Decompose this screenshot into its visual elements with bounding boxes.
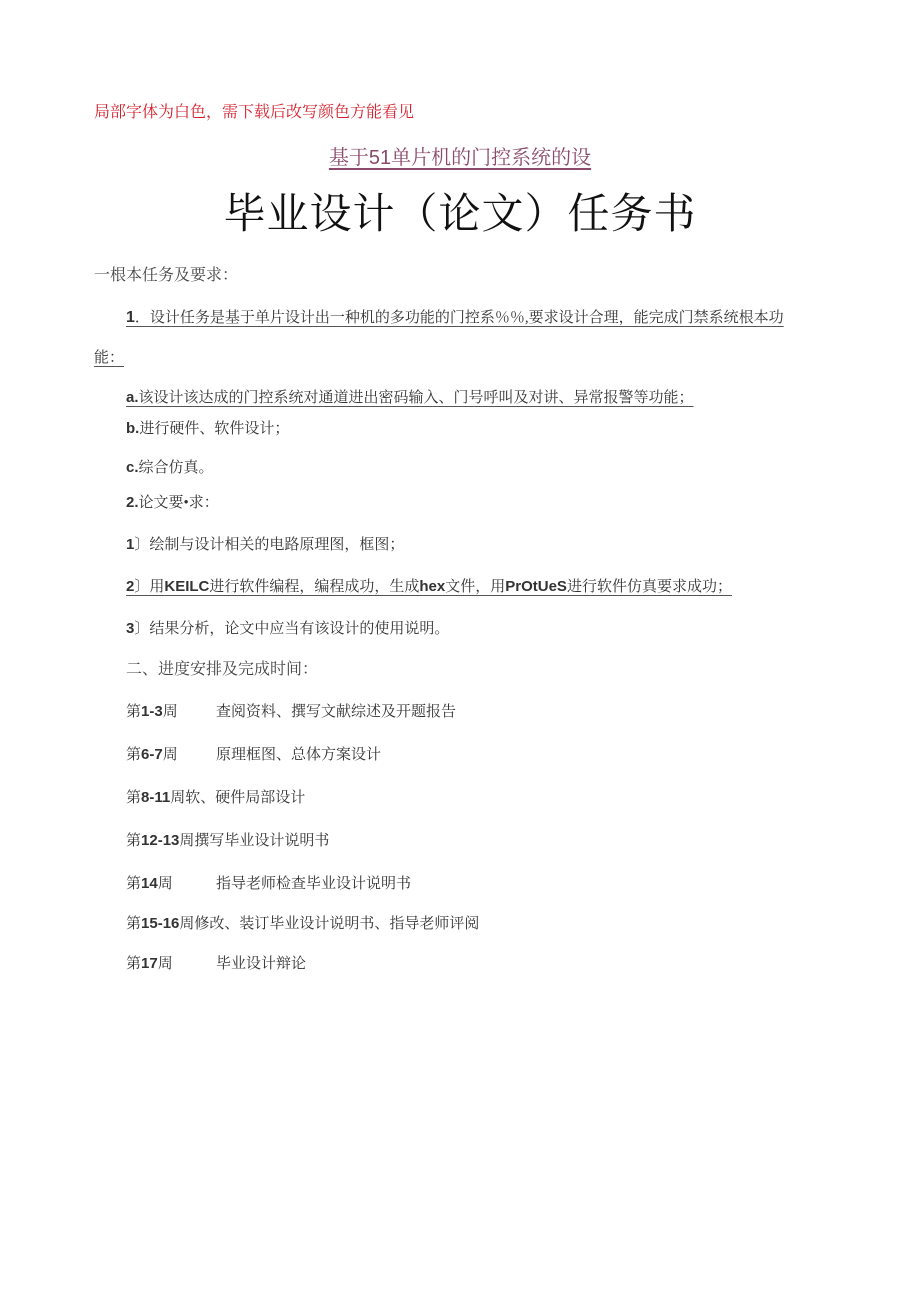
schedule-weeks: 17 <box>141 955 158 972</box>
schedule-weeks: 1-3 <box>141 703 163 720</box>
requirement-2 <box>126 578 732 596</box>
document-subtitle: 基于51单片机的门控系统的设 <box>328 147 592 169</box>
requirement-1 <box>126 536 404 554</box>
schedule-row <box>126 832 329 850</box>
schedule-weeks: 6-7 <box>141 746 163 763</box>
schedule-prefix: 第 <box>126 876 142 892</box>
schedule-weeks: 8-11 <box>141 789 171 806</box>
document-title: 毕业设计（论文）任务书 <box>223 192 697 238</box>
requirement-1-label: 1 <box>126 536 135 553</box>
task-item-1 <box>126 308 784 327</box>
schedule-task: 毕业设计辩论 <box>216 956 307 972</box>
download-notice: 局部字体为白色，需下载后改写颜色方能看见 <box>94 104 415 121</box>
schedule-task: 指导老师检查毕业设计说明书 <box>216 876 412 892</box>
task-item-b <box>126 420 289 438</box>
schedule-row <box>126 746 381 764</box>
schedule-unit: 周 <box>157 956 173 972</box>
schedule-task: 原理框图、总体方案设计 <box>216 747 382 763</box>
schedule-prefix: 第 <box>126 833 142 849</box>
schedule-row <box>126 875 411 893</box>
schedule-unit: 周 <box>162 704 178 720</box>
schedule-row <box>126 915 479 933</box>
thesis-requirements-text: 论文要•求： <box>138 495 219 511</box>
schedule-prefix: 第 <box>126 956 142 972</box>
requirement-2-post: 进行软件仿真要求成功； <box>566 579 732 595</box>
task-item-1-number: 1 <box>126 309 135 326</box>
requirement-2-mid2: 文件，用 <box>445 579 506 595</box>
task-item-a-label: a. <box>126 389 139 406</box>
requirement-2-pre: 〕用 <box>134 579 165 595</box>
task-item-c-text: 综合仿真。 <box>138 460 214 476</box>
schedule-unit: 周 <box>170 790 186 806</box>
thesis-requirements-heading <box>126 494 219 512</box>
requirement-1-text: 〕绘制与设计相关的电路原理图，框图； <box>134 537 405 553</box>
task-item-1-text: ．设计任务是基于单片设计出一种机的多功能的门控系％％,要求设计合理，能完成门禁系统根本功 <box>134 310 784 326</box>
schedule-task: 软、硬件局部设计 <box>185 790 306 806</box>
section-1-heading: 一根本任务及要求： <box>94 267 239 284</box>
schedule-weeks: 14 <box>141 875 158 892</box>
requirement-2-hex: hex <box>419 578 446 595</box>
requirement-2-label: 2 <box>126 578 135 595</box>
section-2-heading: 二、进度安排及完成时间： <box>126 661 319 678</box>
task-item-c-label: c. <box>126 459 139 476</box>
schedule-prefix: 第 <box>126 704 142 720</box>
schedule-unit: 周 <box>179 916 195 932</box>
schedule-row <box>126 703 456 721</box>
schedule-unit: 周 <box>162 747 178 763</box>
schedule-task: 查阅资料、撰写文献综述及开题报告 <box>216 704 457 720</box>
schedule-prefix: 第 <box>126 747 142 763</box>
task-item-a <box>126 389 694 407</box>
requirement-2-proteus: PrOtUeS <box>505 578 567 595</box>
thesis-requirements-label: 2. <box>126 494 139 511</box>
schedule-task: 修改、装订毕业设计说明书、指导老师评阅 <box>194 916 480 932</box>
schedule-row <box>126 789 305 807</box>
task-item-c <box>126 459 214 477</box>
task-item-a-text: 该设计该达成的门控系统对通道进出密码输入、门号呼叫及对讲、异常报警等功能； <box>138 390 694 406</box>
schedule-unit: 周 <box>157 876 173 892</box>
schedule-unit: 周 <box>179 833 195 849</box>
requirement-2-keilc: KEILC <box>164 578 210 595</box>
schedule-prefix: 第 <box>126 790 142 806</box>
requirement-2-mid: 进行软件编程，编程成功，生成 <box>209 579 420 595</box>
task-item-b-label: b. <box>126 420 140 437</box>
schedule-prefix: 第 <box>126 916 142 932</box>
requirement-3-text: 〕结果分析，论文中应当有该设计的使用说明。 <box>134 621 450 637</box>
requirement-3 <box>126 620 449 638</box>
schedule-weeks: 15-16 <box>141 915 180 932</box>
schedule-weeks: 12-13 <box>141 832 180 849</box>
task-item-1-continuation: 能： <box>94 350 125 366</box>
requirement-3-label: 3 <box>126 620 135 637</box>
schedule-row <box>126 955 306 973</box>
schedule-task: 撰写毕业设计说明书 <box>194 833 330 849</box>
task-item-b-text: 进行硬件、软件设计； <box>139 421 290 437</box>
